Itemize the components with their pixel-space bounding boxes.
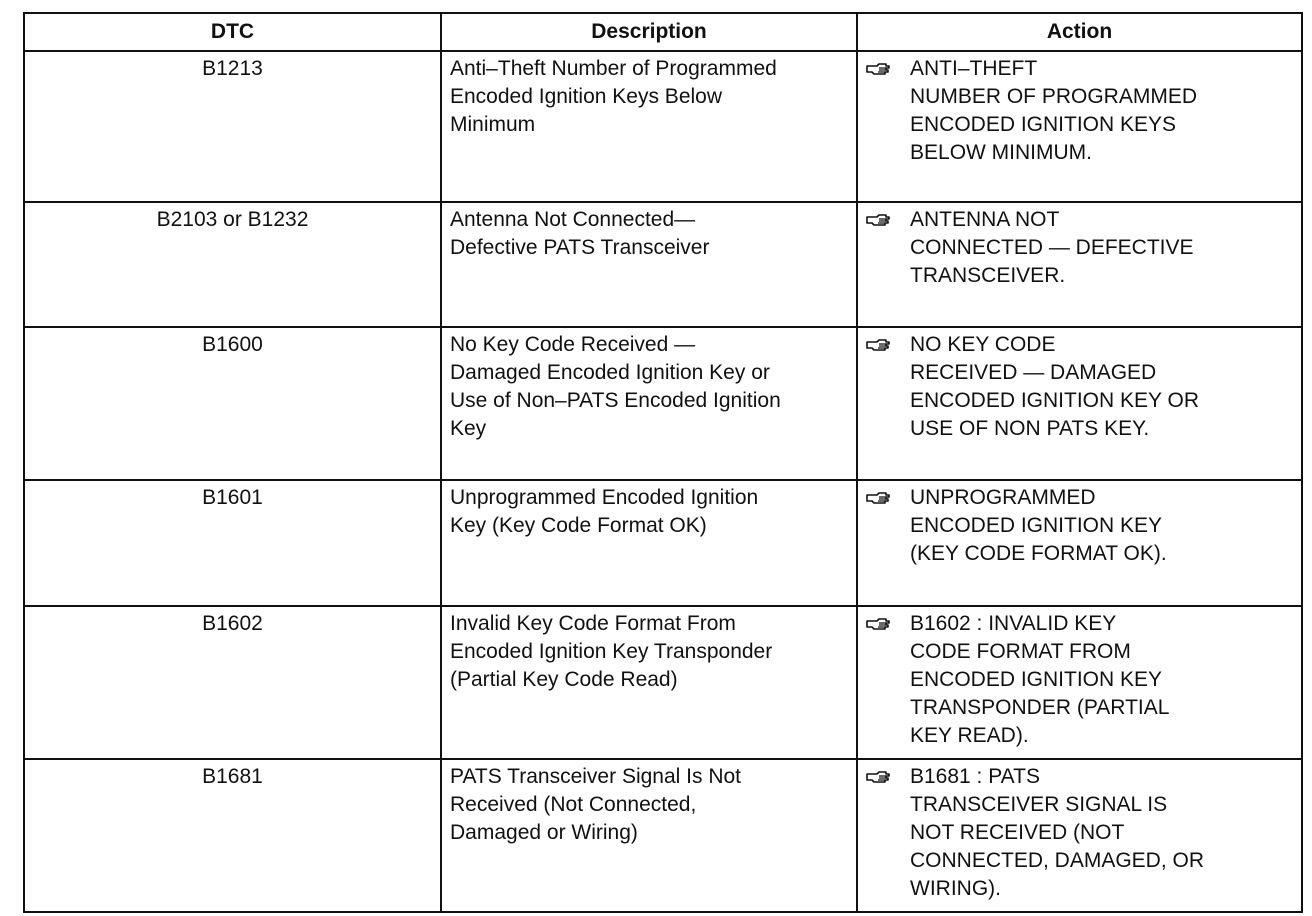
action-link[interactable]: UNPROGRAMMED ENCODED IGNITION KEY (KEY CODE FORMAT OK).	[910, 486, 1167, 565]
action-cell	[857, 327, 1302, 480]
pointing-hand-icon	[864, 610, 896, 638]
table-row	[24, 202, 1302, 327]
header-dtc: DTC	[24, 13, 441, 51]
action-cell	[857, 51, 1302, 202]
action-link[interactable]: ANTI–THEFT NUMBER OF PROGRAMMED ENCODED IGNITION KEYS BELOW MINIMUM.	[910, 57, 1198, 164]
table-row	[24, 480, 1302, 606]
dtc-code: B1602	[24, 606, 441, 759]
dtc-code: B1213	[24, 51, 441, 202]
action-link[interactable]: ANTENNA NOT CONNECTED — DEFECTIVE TRANSCEIVER.	[910, 208, 1194, 287]
dtc-description: Antenna Not Connected— Defective PATS Transceiver	[441, 202, 857, 327]
table-row	[24, 327, 1302, 480]
pointing-hand-icon	[864, 484, 896, 512]
dtc-code: B1601	[24, 480, 441, 606]
action-link[interactable]: B1602 : INVALID KEY CODE FORMAT FROM ENCODED IGNITION KEY TRANSPONDER (PARTIAL KEY READ).	[910, 612, 1170, 747]
action-cell	[857, 759, 1302, 912]
table-row	[24, 606, 1302, 759]
header-row	[24, 13, 1302, 51]
dtc-code: B1681	[24, 759, 441, 912]
dtc-description: Anti–Theft Number of Programmed Encoded Ignition Keys Below Minimum	[441, 51, 857, 202]
table-row	[24, 759, 1302, 912]
dtc-description: PATS Transceiver Signal Is Not Received (Not Connected, Damaged or Wiring)	[441, 759, 857, 912]
dtc-description: Invalid Key Code Format From Encoded Ignition Key Transponder (Partial Key Code Read)	[441, 606, 857, 759]
action-cell	[857, 202, 1302, 327]
pointing-hand-icon	[864, 331, 896, 359]
action-cell	[857, 606, 1302, 759]
dtc-code: B2103 or B1232	[24, 202, 441, 327]
table-row	[24, 51, 1302, 202]
pointing-hand-icon	[864, 763, 896, 791]
dtc-description: No Key Code Received — Damaged Encoded Ignition Key or Use of Non–PATS Encoded Ignition Key	[441, 327, 857, 480]
pointing-hand-icon	[864, 55, 896, 83]
header-action: Action	[857, 13, 1302, 51]
action-link[interactable]: B1681 : PATS TRANSCEIVER SIGNAL IS NOT RECEIVED (NOT CONNECTED, DAMAGED, OR WIRING).	[910, 765, 1205, 900]
dtc-description: Unprogrammed Encoded Ignition Key (Key Code Format OK)	[441, 480, 857, 606]
action-cell	[857, 480, 1302, 606]
pointing-hand-icon	[864, 206, 896, 234]
dtc-table	[23, 12, 1303, 913]
action-link[interactable]: NO KEY CODE RECEIVED — DAMAGED ENCODED IGNITION KEY OR USE OF NON PATS KEY.	[910, 333, 1199, 440]
header-description: Description	[441, 13, 857, 51]
dtc-code: B1600	[24, 327, 441, 480]
